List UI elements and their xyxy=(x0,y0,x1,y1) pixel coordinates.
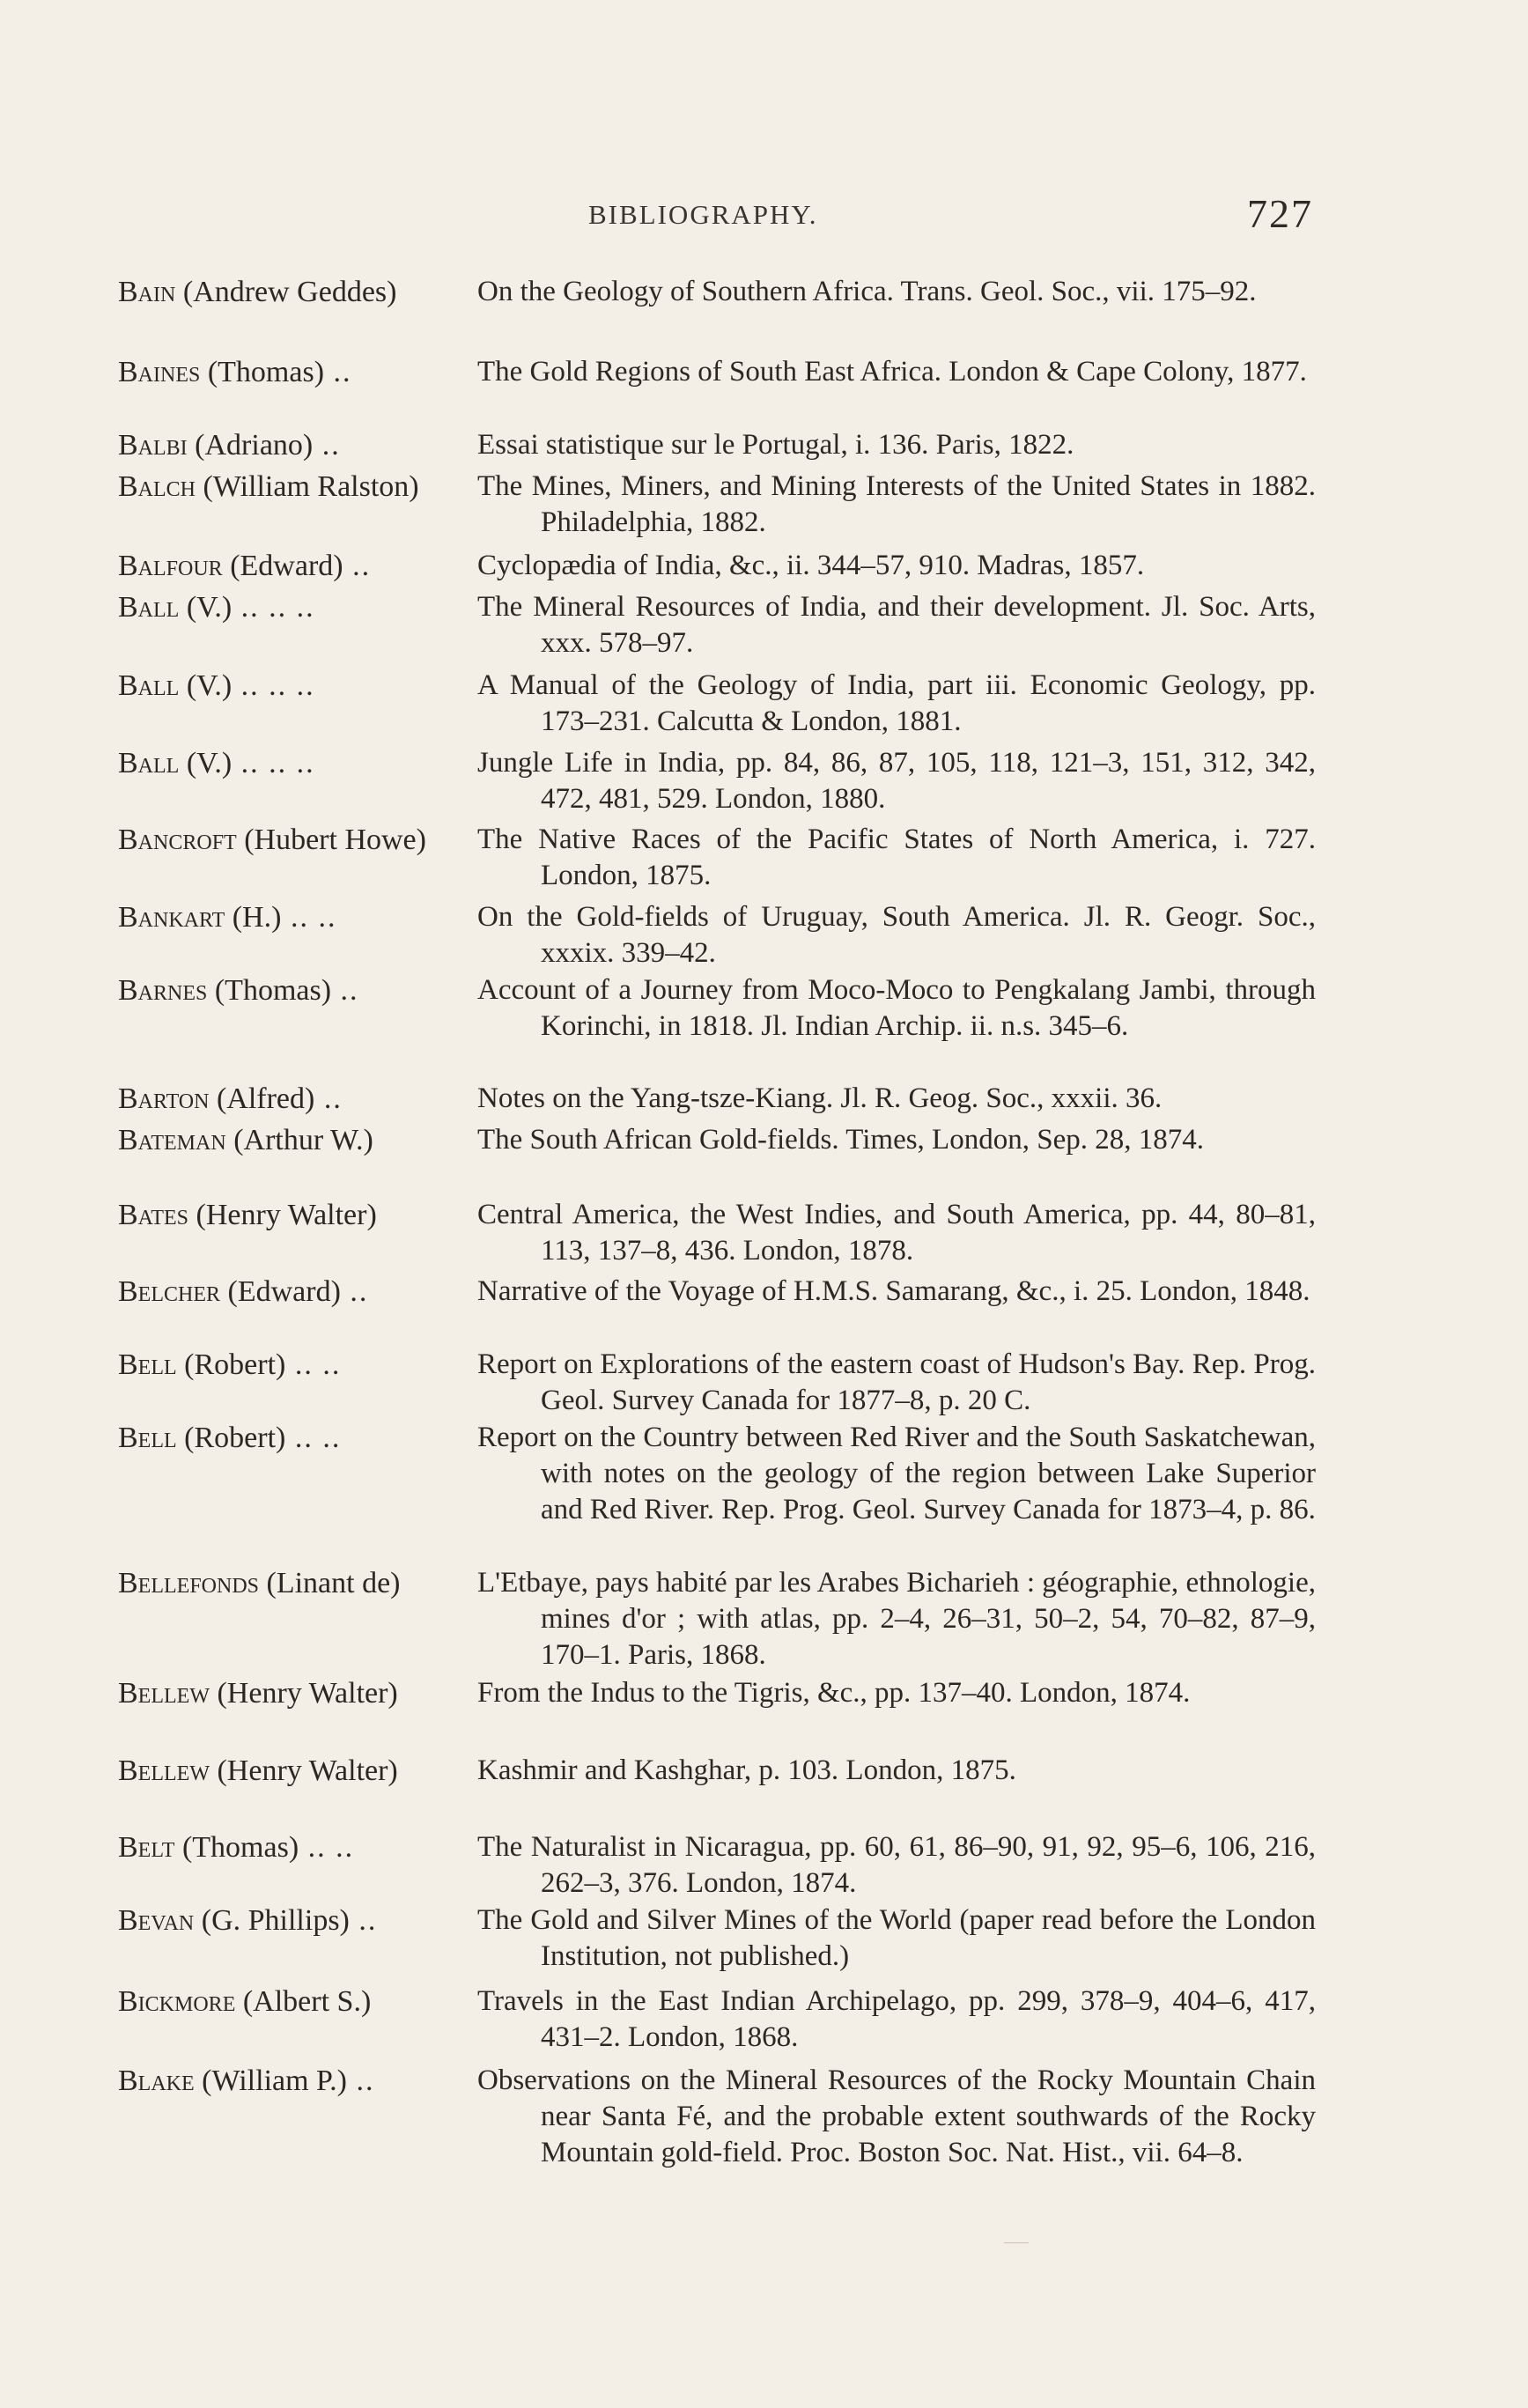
author-given-names: (Thomas) xyxy=(200,356,325,388)
work-text: The South African Gold-fields. Times, London, Sep. 28, 1874. xyxy=(477,1124,1204,1156)
author-surname: Baines xyxy=(118,356,201,388)
entry-author xyxy=(118,548,453,584)
author-given-names: (Albert S.) xyxy=(235,1985,372,2018)
entry-author xyxy=(118,589,453,625)
author-surname: Blake xyxy=(118,2065,195,2097)
author-given-names: (Thomas) xyxy=(174,1831,299,1864)
entry-author xyxy=(118,1420,453,1456)
entry-work: Jungle Life in India, pp. 84, 86, 87, 105, 118, 121–3, 151, 312, 342, 472, 481, 529. London, 1880. xyxy=(477,747,1316,815)
page-number: 727 xyxy=(1247,191,1313,236)
entry-author xyxy=(118,2063,453,2099)
author-surname: Barnes xyxy=(118,974,208,1007)
author-surname: Belt xyxy=(118,1831,175,1864)
entry-work: The Mineral Resources of India, and their development. Jl. Soc. Arts, xxx. 578–97. xyxy=(477,591,1316,659)
entry-work: The Gold and Silver Mines of the World (paper read before the London Institution, not published.) xyxy=(477,1904,1316,1972)
dot-leader: .. xyxy=(343,550,372,582)
entry-work: Report on Explorations of the eastern coast of Hudson's Bay. Rep. Prog. Geol. Survey Canada for 1877–8, p. 20 C. xyxy=(477,1348,1316,1416)
dot-leader: .. .. .. xyxy=(232,747,315,779)
dot-leader: .. xyxy=(331,974,359,1007)
author-surname: Bankart xyxy=(118,901,225,934)
entry-work: Cyclopædia of India, &c., ii. 344–57, 910. Madras, 1857. xyxy=(477,550,1145,581)
author-surname: Bell xyxy=(118,1422,177,1454)
dot-leader: .. xyxy=(347,2065,375,2097)
entry-author xyxy=(118,1983,453,2020)
author-given-names: (Robert) xyxy=(176,1422,286,1454)
author-given-names: (Henry Walter) xyxy=(188,1199,377,1231)
entry-work: Kashmir and Kashghar, p. 103. London, 1875. xyxy=(477,1754,1016,1786)
author-surname: Ball xyxy=(118,747,180,779)
entry-work: Observations on the Mineral Resources of the Rocky Mountain Chain near Santa Fé, and the probable extent southwards of the Rocky Mountain gold-field. Proc. Boston Soc. Nat. Hist., vii. 64–8. xyxy=(477,2065,1316,2168)
author-given-names: (H.) xyxy=(225,901,282,934)
author-given-names: (Henry Walter) xyxy=(209,1754,398,1787)
entry-author xyxy=(118,1347,453,1383)
entry-author xyxy=(118,1565,453,1601)
author-given-names: (Andrew Geddes) xyxy=(175,276,397,308)
entry-work: The Native Races of the Pacific States of North America, i. 727. London, 1875. xyxy=(477,824,1316,891)
dot-leader: .. .. xyxy=(285,1348,342,1381)
entry-author xyxy=(118,1902,453,1939)
dot-leader: .. .. xyxy=(281,901,337,934)
entry-author xyxy=(118,274,453,310)
entry-work: Report on the Country between Red River and the South Saskatchewan, with notes on the geology of the region between Lake Superior and Red River. Rep. Prog. Geol. Survey Canada for 1873–4, p. 86. xyxy=(477,1422,1316,1525)
entry-author xyxy=(118,1122,453,1158)
entry-work: Central America, the West Indies, and South America, pp. 44, 80–81, 113, 137–8, 436. London, 1878. xyxy=(477,1199,1316,1267)
author-given-names: (Alfred) xyxy=(209,1082,315,1115)
entry-work: From the Indus to the Tigris, &c., pp. 137–40. London, 1874. xyxy=(477,1677,1191,1709)
author-surname: Balch xyxy=(118,470,196,503)
bottom-rule xyxy=(1004,2242,1029,2243)
entry-work: Notes on the Yang-tsze-Kiang. Jl. R. Geog. Soc., xxxii. 36. xyxy=(477,1082,1163,1114)
entry-author xyxy=(118,1675,453,1711)
dot-leader: .. .. xyxy=(285,1422,342,1454)
entry-author xyxy=(118,427,453,463)
entry-author xyxy=(118,745,453,781)
entry-author xyxy=(118,1081,453,1117)
author-surname: Ball xyxy=(118,669,180,702)
dot-leader: .. xyxy=(314,1082,343,1115)
entry-author xyxy=(118,899,453,935)
author-surname: Bevan xyxy=(118,1904,195,1937)
entry-work: L'Etbaye, pays habité par les Arabes Bicharieh : géographie, ethnologie, mines d'or ; with atlas, pp. 2–4, 26–31, 50–2, 54, 70–82, 87–9, 170–1. Paris, 1868. xyxy=(477,1567,1316,1671)
author-surname: Balfour xyxy=(118,550,223,582)
page-header xyxy=(0,187,1528,240)
author-given-names: (V.) xyxy=(179,747,233,779)
author-surname: Bellefonds xyxy=(118,1567,260,1599)
entry-work: Essai statistique sur le Portugal, i. 136. Paris, 1822. xyxy=(477,429,1074,461)
entry-author xyxy=(118,668,453,704)
entry-author xyxy=(118,1274,453,1310)
entry-work: The Naturalist in Nicaragua, pp. 60, 61, 86–90, 91, 92, 95–6, 106, 216, 262–3, 376. London, 1874. xyxy=(477,1831,1316,1899)
entry-work: Travels in the East Indian Archipelago, pp. 299, 378–9, 404–6, 417, 431–2. London, 1868. xyxy=(477,1985,1316,2053)
author-given-names: (Hubert Howe) xyxy=(236,824,426,856)
entry-work: The Mines, Miners, and Mining Interests of the United States in 1882. Philadelphia, 1882. xyxy=(477,470,1316,538)
dot-leader: .. xyxy=(340,1275,369,1308)
entry-author xyxy=(118,822,453,858)
entry-author xyxy=(118,469,453,505)
author-given-names: (V.) xyxy=(179,669,233,702)
dot-leader: .. xyxy=(313,429,341,462)
dot-leader: .. xyxy=(324,356,352,388)
author-surname: Balbi xyxy=(118,429,188,462)
author-surname: Ball xyxy=(118,591,180,624)
author-surname: Bellew xyxy=(118,1677,210,1710)
entry-author xyxy=(118,1753,453,1789)
dot-leader: .. xyxy=(349,1904,378,1937)
author-surname: Belcher xyxy=(118,1275,221,1308)
entry-work: Account of a Journey from Moco-Moco to Pengkalang Jambi, through Korinchi, in 1818. Jl. Indian Archip. ii. n.s. 345–6. xyxy=(477,974,1316,1042)
author-given-names: (William Ralston) xyxy=(196,470,419,503)
entry-work: The Gold Regions of South East Africa. London & Cape Colony, 1877. xyxy=(477,356,1307,388)
author-surname: Bell xyxy=(118,1348,177,1381)
author-given-names: (Edward) xyxy=(220,1275,341,1308)
entry-work: On the Gold-fields of Uruguay, South America. Jl. R. Geogr. Soc., xxxix. 339–42. xyxy=(477,901,1316,969)
entry-work xyxy=(477,1122,1316,1158)
author-given-names: (V.) xyxy=(179,591,233,624)
author-surname: Bickmore xyxy=(118,1985,236,2018)
author-surname: Bain xyxy=(118,276,176,308)
author-given-names: (G. Phillips) xyxy=(194,1904,350,1937)
entry-work: On the Geology of Southern Africa. Trans. Geol. Soc., vii. 175–92. xyxy=(477,276,1257,307)
author-given-names: (Linant de) xyxy=(259,1567,401,1599)
author-given-names: (Adriano) xyxy=(187,429,314,462)
entry-author xyxy=(118,972,453,1008)
author-given-names: (Arthur W.) xyxy=(225,1124,373,1156)
author-given-names: (Thomas) xyxy=(207,974,332,1007)
author-given-names: (William P.) xyxy=(194,2065,348,2097)
author-surname: Bancroft xyxy=(118,824,237,856)
author-surname: Bateman xyxy=(118,1124,226,1156)
entry-author xyxy=(118,1829,453,1865)
dot-leader: .. .. xyxy=(299,1831,355,1864)
running-title: BIBLIOGRAPHY. xyxy=(588,199,818,230)
dot-leader: .. .. .. xyxy=(232,591,315,624)
entry-author xyxy=(118,354,453,390)
author-surname: Bates xyxy=(118,1199,189,1231)
author-surname: Bellew xyxy=(118,1754,210,1787)
author-surname: Barton xyxy=(118,1082,210,1115)
author-given-names: (Henry Walter) xyxy=(209,1677,398,1710)
author-given-names: (Robert) xyxy=(176,1348,286,1381)
dot-leader: .. .. .. xyxy=(232,669,315,702)
entry-work: A Manual of the Geology of India, part iii. Economic Geology, pp. 173–231. Calcutta & London, 1881. xyxy=(477,669,1316,737)
entry-work: Narrative of the Voyage of H.M.S. Samarang, &c., i. 25. London, 1848. xyxy=(477,1275,1310,1307)
entry-author xyxy=(118,1197,453,1233)
author-given-names: (Edward) xyxy=(222,550,343,582)
